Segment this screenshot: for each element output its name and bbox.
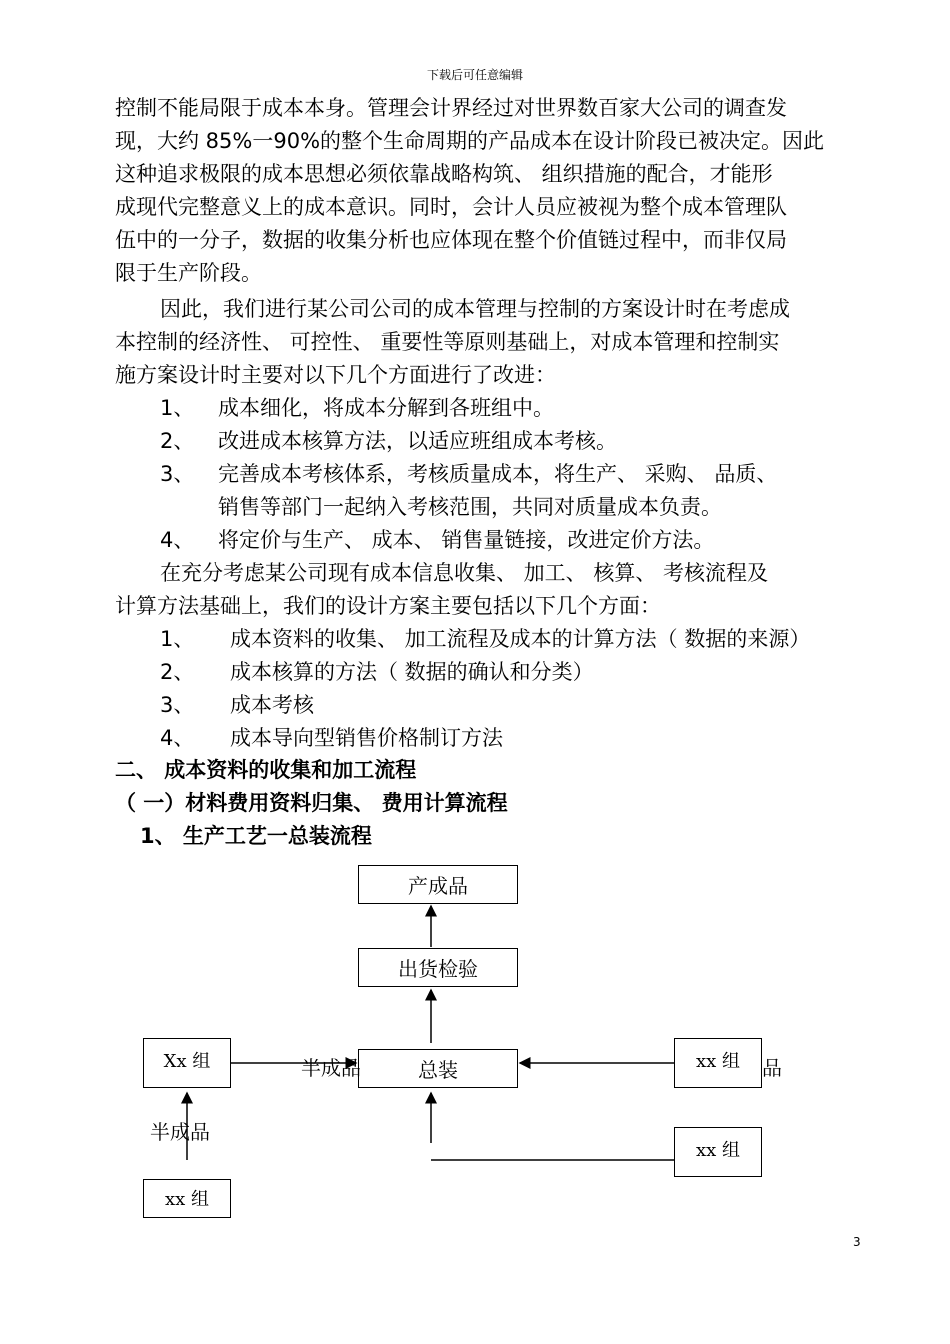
flow-box-product: 产成品 xyxy=(358,865,518,904)
list1-text: 成本细化，将成本分解到各班组中。 xyxy=(218,396,554,420)
paragraph2-line: 施方案设计时主要对以下几个方面进行了改进： xyxy=(115,363,556,387)
flow-box-bottom-left-group: xx 组 xyxy=(143,1179,231,1218)
list2-number: 1、 xyxy=(160,627,195,651)
paragraph3-line: 计算方法基础上，我们的设计方案主要包括以下几个方面： xyxy=(115,594,661,618)
flow-label-semi-product-left: 半成品 xyxy=(301,1056,361,1080)
flow-label-semi-product-right: 品 xyxy=(762,1056,782,1080)
page-header: 下载后可任意编辑 xyxy=(426,68,523,82)
paragraph1-line: 限于生产阶段。 xyxy=(115,261,262,285)
list1-number: 3、 xyxy=(160,462,195,486)
paragraph2-line: 本控制的经济性、 可控性、 重要性等原则基础上，对成本管理和控制实 xyxy=(115,330,780,354)
paragraph1-line: 这种追求极限的成本思想必须依靠战略构筑、 组织措施的配合，才能形 xyxy=(115,162,773,186)
paragraph1-line: 伍中的一分子，数据的收集分析也应体现在整个价值链过程中，而非仅局 xyxy=(115,228,787,252)
paragraph1-line: 成现代完整意义上的成本意识。同时，会计人员应被视为整个成本管理队 xyxy=(115,195,787,219)
list2-number: 4、 xyxy=(160,726,195,750)
paragraph3-line: 在充分考虑某公司现有成本信息收集、 加工、 核算、 考核流程及 xyxy=(160,561,769,585)
list2-text: 成本核算的方法（ 数据的确认和分类） xyxy=(230,660,594,684)
list1-text: 完善成本考核体系，考核质量成本，将生产、 采购、 品质、 xyxy=(218,462,778,486)
section-heading: 二、 成本资料的收集和加工流程 xyxy=(115,758,417,782)
list2-text: 成本资料的收集、 加工流程及成本的计算方法（ 数据的来源） xyxy=(230,627,811,651)
flow-box-left-group: Xx 组 xyxy=(143,1038,231,1088)
item-heading: 1、 生产工艺一总装流程 xyxy=(140,824,372,848)
paragraph2-line: 因此，我们进行某公司公司的成本管理与控制的方案设计时在考虑成 xyxy=(160,297,790,321)
subsection-heading: （ 一）材料费用资料归集、 费用计算流程 xyxy=(115,791,508,815)
list1-number: 1、 xyxy=(160,396,195,420)
list1-number: 2、 xyxy=(160,429,195,453)
flow-box-right-group: xx 组 xyxy=(674,1038,762,1088)
list1-text: 销售等部门一起纳入考核范围，共同对质量成本负责。 xyxy=(218,495,722,519)
paragraph1-line: 现，大约 85%一90%的整个生命周期的产品成本在设计阶段已被决定。因此 xyxy=(115,129,825,153)
list2-number: 3、 xyxy=(160,693,195,717)
page-number: 3 xyxy=(853,1235,861,1249)
list2-text: 成本考核 xyxy=(230,693,314,717)
list1-text: 改进成本核算方法，以适应班组成本考核。 xyxy=(218,429,617,453)
list2-text: 成本导向型销售价格制订方法 xyxy=(230,726,503,750)
flow-label-semi-product-vertical: 半成品 xyxy=(150,1120,210,1144)
flow-box-bottom-right-group: xx 组 xyxy=(674,1127,762,1177)
flow-box-assembly: 总装 xyxy=(358,1049,518,1088)
list1-text: 将定价与生产、 成本、 销售量链接，改进定价方法。 xyxy=(218,528,715,552)
list2-number: 2、 xyxy=(160,660,195,684)
paragraph1-line: 控制不能局限于成本本身。管理会计界经过对世界数百家大公司的调查发 xyxy=(115,96,787,120)
flow-box-inspection: 出货检验 xyxy=(358,948,518,987)
list1-number: 4、 xyxy=(160,528,195,552)
